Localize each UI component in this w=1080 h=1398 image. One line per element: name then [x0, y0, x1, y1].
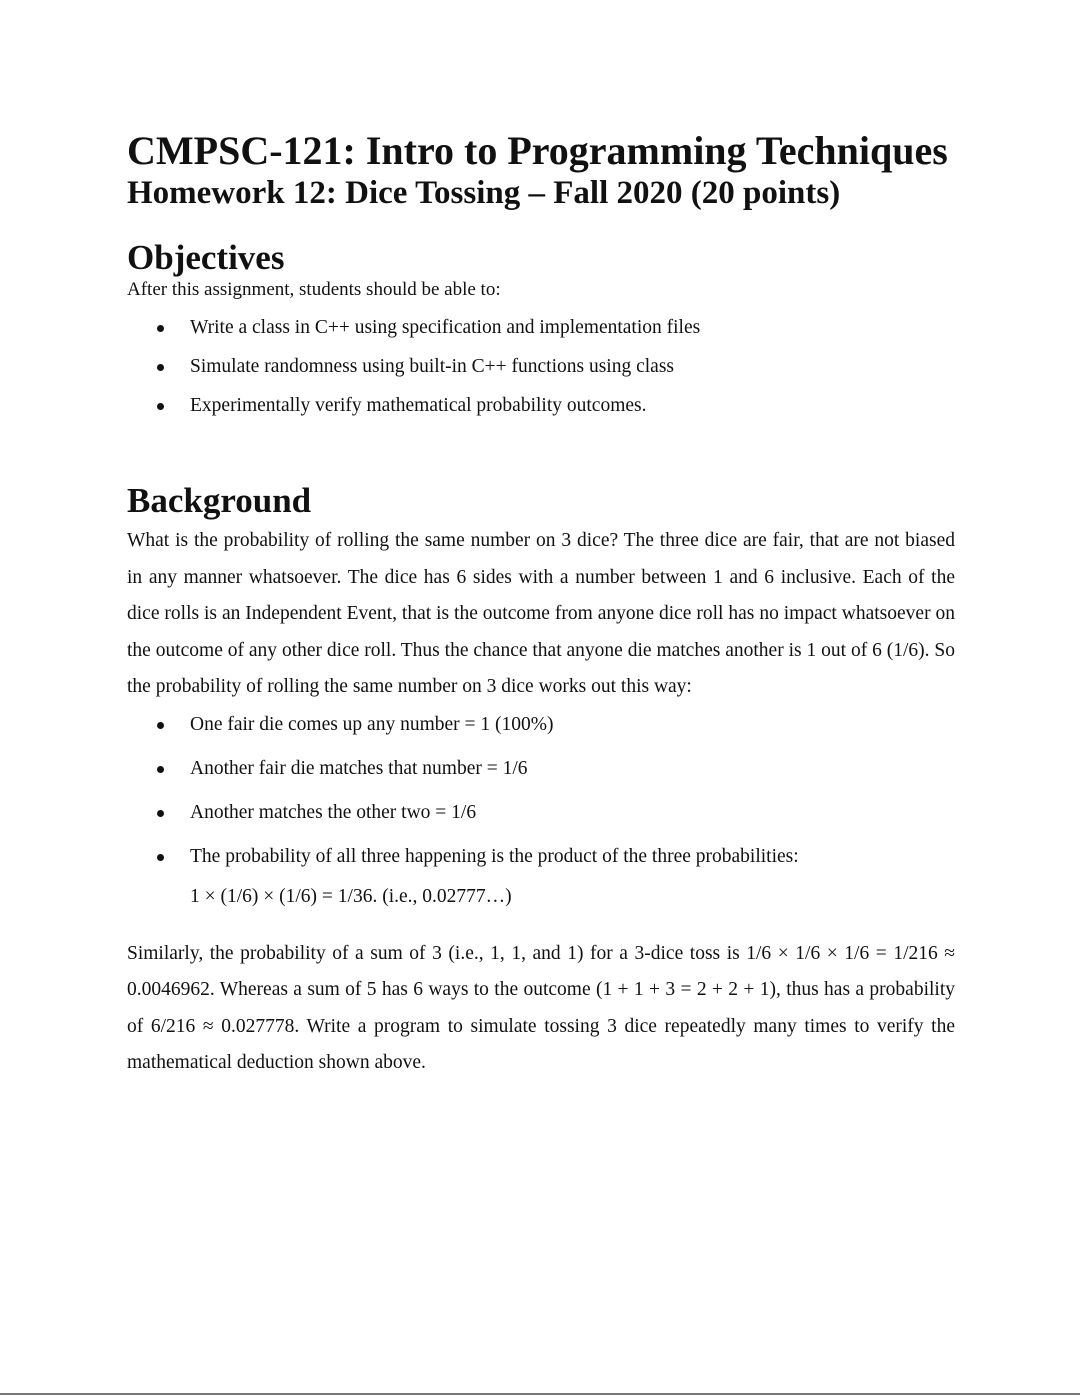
- list-item: [127, 802, 955, 824]
- background-heading: Background: [127, 481, 312, 520]
- background-paragraph: What is the probability of rolling the same number on 3 dice? The three dice are fair, that are not biased in any manner whatsoever. The dice has 6 sides with a number between 1 and 6 inclusive. Each of the dice rolls is an Independent Event, that is the outcome from anyone dice roll has no impact whatsoever on the outcome of any other dice roll. Thus the chance that anyone die matches another is 1 out of 6 (1/6). So the probability of rolling the same number on 3 dice works out this way:: [127, 530, 955, 697]
- list-item: [127, 317, 955, 339]
- probability-steps-list: [127, 714, 955, 868]
- list-item-text: The probability of all three happening is the product of the three probabilities:: [190, 845, 799, 867]
- bullet-icon: [157, 810, 164, 817]
- objectives-intro: After this assignment, students should be able to:: [127, 279, 501, 300]
- bullet-icon: [157, 325, 164, 332]
- document-page: [127, 128, 955, 1082]
- list-item-text: Experimentally verify mathematical probability outcomes.: [190, 395, 647, 416]
- course-title: CMPSC-121: Intro to Programming Techniques: [127, 128, 948, 173]
- probability-formula: 1 × (1/6) × (1/6) = 1/36. (i.e., 0.02777…): [190, 885, 512, 907]
- objectives-list: [127, 317, 955, 417]
- page-bottom-divider: [0, 1393, 1080, 1395]
- list-item-text: Another matches the other two = 1/6: [190, 801, 477, 823]
- assignment-subtitle: Homework 12: Dice Tossing – Fall 2020 (20 points): [127, 175, 841, 211]
- objectives-heading: Objectives: [127, 238, 285, 277]
- list-item-text: Another fair die matches that number = 1/6: [190, 757, 528, 779]
- simulation-paragraph: Similarly, the probability of a sum of 3 (i.e., 1, 1, and 1) for a 3-dice toss is 1/6 × 1/6 × 1/6 = 1/216 ≈ 0.0046962. Whereas a sum of 5 has 6 ways to the outcome (1 + 1 + 3 = 2 + 2 + 1), thus has a probability of 6/216 ≈ 0.027778. Write a program to simulate tossing 3 dice repeatedly many times to verify the mathematical deduction shown above.: [127, 942, 955, 1073]
- bullet-icon: [157, 403, 164, 410]
- bullet-icon: [157, 854, 164, 861]
- list-item: [127, 758, 955, 780]
- bullet-icon: [157, 722, 164, 729]
- list-item-text: One fair die comes up any number = 1 (100%): [190, 713, 554, 735]
- list-item: [127, 356, 955, 378]
- list-item: [127, 714, 955, 736]
- bullet-icon: [157, 364, 164, 371]
- list-item-text: Simulate randomness using built-in C++ functions using class: [190, 356, 675, 377]
- list-item: [127, 395, 955, 417]
- list-item: [127, 846, 955, 868]
- bullet-icon: [157, 766, 164, 773]
- list-item-text: Write a class in C++ using specification and implementation files: [190, 317, 701, 338]
